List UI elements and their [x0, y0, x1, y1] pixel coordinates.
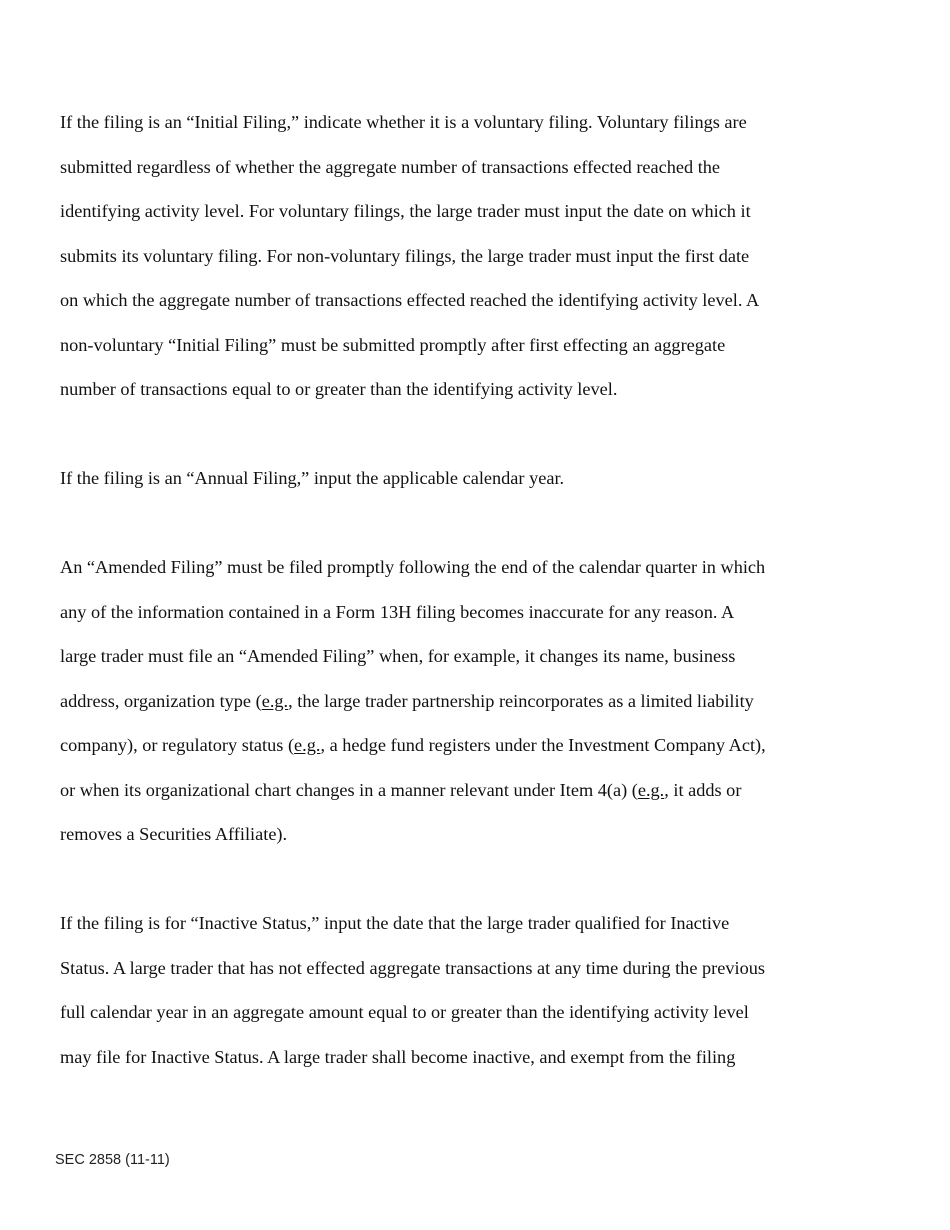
text-line: non-voluntary “Initial Filing” must be submitted promptly after first effecting an aggregate	[60, 334, 726, 355]
text-line: may file for Inactive Status. A large trader shall become inactive, and exempt from the filing	[60, 1046, 736, 1067]
text-line: If the filing is for “Inactive Status,” input the date that the large trader qualified for Inactive	[60, 913, 730, 933]
text-line: on which the aggregate number of transactions effected reached the identifying activity level. A	[60, 290, 760, 310]
text-line: full calendar year in an aggregate amount equal to or greater than the identifying activity level	[60, 1002, 749, 1022]
text-line: identifying activity level. For voluntary filings, the large trader must input the date on which it	[60, 201, 751, 221]
form-footer-id: SEC 2858 (11-11)	[55, 1152, 170, 1168]
text-segment: address, organization type (	[60, 690, 262, 711]
text-segment: , it adds or	[664, 779, 742, 800]
paragraph-initial-filing	[60, 100, 830, 412]
text-line: submitted regardless of whether the aggregate number of transactions effected reached the	[60, 156, 721, 177]
text-line: submits its voluntary filing. For non-voluntary filings, the large trader must input the first date	[60, 245, 750, 266]
text-line	[60, 768, 830, 813]
text-line: large trader must file an “Amended Filing” when, for example, it changes its name, business	[60, 646, 736, 666]
text-line: An “Amended Filing” must be filed promptly following the end of the calendar quarter in which	[60, 557, 766, 577]
text-line: Status. A large trader that has not effected aggregate transactions at any time during the previous	[60, 957, 765, 978]
paragraph-amended-filing	[60, 545, 830, 857]
text-line: any of the information contained in a Form 13H filing becomes inaccurate for any reason. A	[60, 601, 735, 622]
text-line: removes a Securities Affiliate).	[60, 824, 288, 844]
text-segment: or when its organizational chart changes in a manner relevant under Item 4(a) (	[60, 779, 638, 800]
eg-abbreviation: e.g.	[261, 690, 289, 711]
text-segment: , the large trader partnership reincorporates as a limited liability	[288, 690, 754, 711]
text-line: number of transactions equal to or greater than the identifying activity level.	[60, 379, 618, 399]
text-line: If the filing is an “Annual Filing,” input the applicable calendar year.	[60, 468, 565, 488]
text-line: If the filing is an “Initial Filing,” indicate whether it is a voluntary filing. Voluntary filings are	[60, 112, 747, 132]
paragraph-annual-filing	[60, 456, 830, 501]
eg-abbreviation: e.g.	[294, 735, 321, 755]
text-line	[60, 723, 830, 768]
text-line	[60, 679, 830, 724]
text-segment: , a hedge fund registers under the Investment Company Act),	[320, 735, 766, 755]
paragraph-inactive-status	[60, 901, 830, 1079]
text-segment: company), or regulatory status (	[60, 735, 295, 755]
eg-abbreviation: e.g.	[637, 779, 665, 800]
